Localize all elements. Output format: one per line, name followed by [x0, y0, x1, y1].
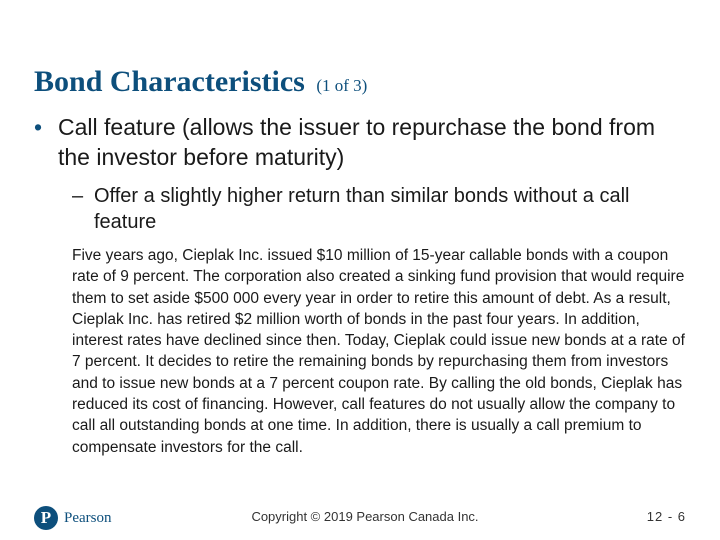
example-paragraph: Five years ago, Cieplak Inc. issued $10 million of 15-year callable bonds with a coupon rate of 9 percent. The corporation also created a sinking fund provision that would require them to set aside $500 000 every year in order to retire this amount of debt. As a result, Cieplak Inc. has retired $2 million worth of bonds in the past four years. In addition, interest rates have declined since then. Today, Cieplak could issue new bonds at a rate of 7 percent. It decides to retire the remaining bonds by repurchasing them from investors and to issue new bonds at a 7 percent coupon rate. By calling the old bonds, Cieplak has reduced its cost of financing. However, call features do not usually allow the company to call all outstanding bonds at one time. In addition, there is usually a call premium to compensate investors for the call.	[72, 247, 685, 456]
slide-title	[34, 64, 367, 104]
bullet-point	[34, 112, 674, 172]
page-number: 12 - 6	[646, 509, 686, 524]
slide-title-text: Bond Characteristics	[34, 65, 305, 98]
pearson-logo-text: Pearson	[64, 510, 112, 526]
sub-bullet-point	[72, 183, 692, 235]
sub-bullet-text: Offer a slightly higher return than similar bonds without a call feature	[94, 185, 630, 233]
bullet-text: Call feature (allows the issuer to repurchase the bond from the investor before maturity)	[58, 114, 656, 170]
bullet-marker: •	[34, 114, 43, 140]
copyright-notice: Copyright © 2019 Pearson Canada Inc.	[251, 509, 479, 524]
pearson-logo	[34, 504, 112, 532]
sub-bullet-marker: –	[72, 185, 84, 207]
pearson-logo-icon: P	[34, 506, 58, 530]
slide-title-part: (1 of 3)	[316, 76, 368, 95]
